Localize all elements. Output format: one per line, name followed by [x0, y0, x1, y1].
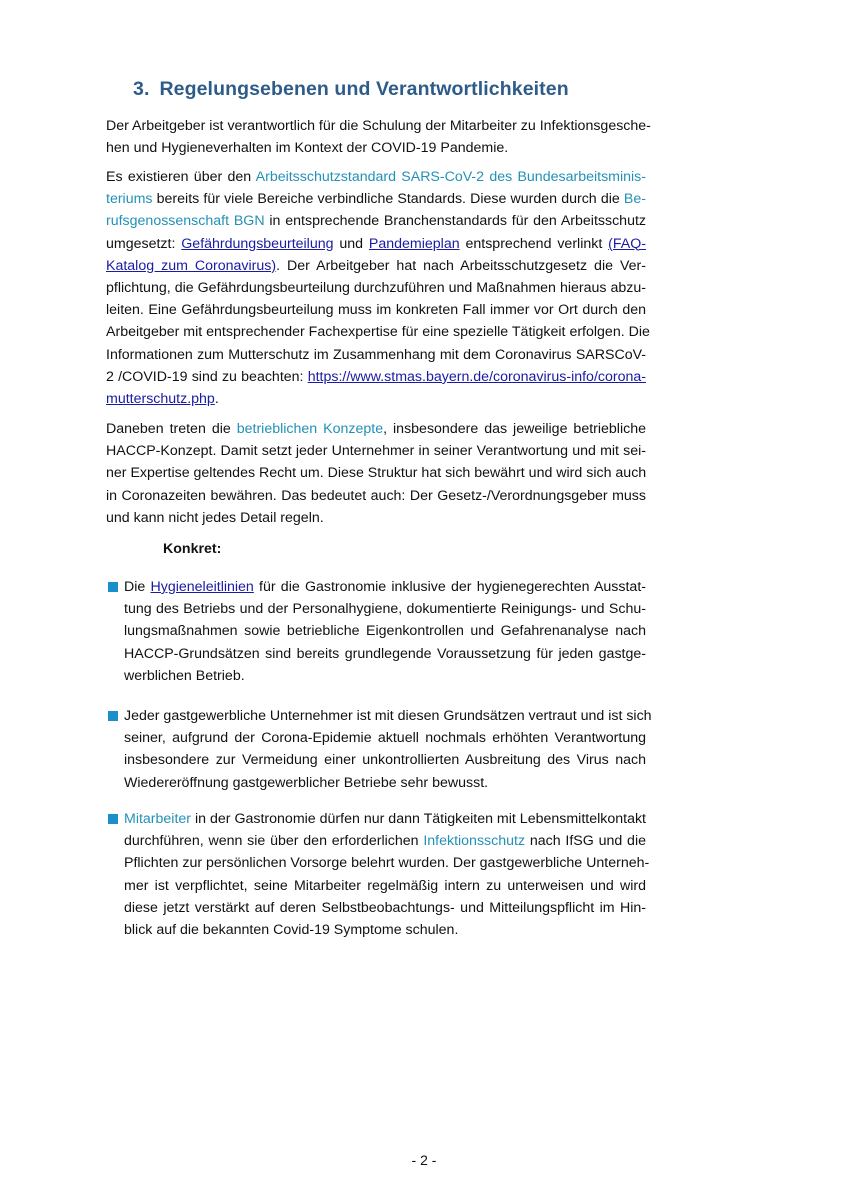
page-number: - 2 -: [411, 1152, 437, 1168]
text: . Der Arbeitgeber hat nach Arbeitsschutzgesetz die Ver-: [276, 257, 647, 274]
reference-bgn-cont[interactable]: rufsgenossenschaft BGN: [106, 213, 265, 230]
text: 2 /COVID-19 sind zu beachten:: [106, 368, 308, 385]
text: bereits für viele Bereiche verbindliche Standards. Diese wurden durch die: [152, 191, 624, 208]
reference-betriebliche-konzepte[interactable]: betrieblichen Konzepte: [236, 421, 384, 437]
reference-arbeitsschutzstandard[interactable]: Arbeitsschutzstandard SARS-CoV-2 des Bundesarbeitsminis-: [255, 169, 646, 185]
text-line: tung des Betriebs und der Personalhygiene, dokumentierte Reinigungs- und Schu-: [124, 601, 646, 618]
reference-mitarbeiter[interactable]: Mitarbeiter: [124, 811, 192, 827]
text: Die: [124, 579, 151, 595]
text: für die Gastronomie inklusive der hygienegerechten Ausstat-: [253, 579, 646, 595]
konkret-label: Konkret:: [163, 541, 222, 557]
square-bullet-icon: [108, 711, 118, 721]
text: durchführen, wenn sie über den erforderlichen: [124, 833, 424, 850]
text-line: hen und Hygieneverhalten im Kontext der COVID-19 Pandemie.: [106, 140, 509, 157]
paragraph-intro: [106, 115, 651, 159]
bullet-item-mitarbeiter: [106, 808, 650, 941]
link-faq-katalog[interactable]: (FAQ-: [608, 235, 646, 252]
square-bullet-icon: [108, 582, 118, 592]
text-line: werblichen Betrieb.: [124, 667, 245, 684]
link-gefaehrdungsbeurteilung[interactable]: Gefährdungsbeurteilung: [181, 235, 334, 252]
section-title: Regelungsebenen und Verantwortlichkeiten: [159, 78, 569, 100]
text: Daneben treten die: [106, 421, 237, 437]
text-line: mer ist verpflichtet, seine Mitarbeiter regelmäßig intern zu unterweisen und wird: [124, 877, 646, 894]
link-faq-katalog-cont[interactable]: Katalog zum Coronavirus): [106, 257, 277, 274]
link-pandemieplan[interactable]: Pandemieplan: [368, 235, 460, 252]
text: .: [214, 391, 219, 408]
text-line: diese jetzt verstärkt auf deren Selbstbeobachtungs- und Mitteilungspflicht im Hin-: [124, 899, 646, 916]
text-line: in Coronazeiten bewähren. Das bedeutet auch: Der Gesetz-/Verordnungsgeber muss: [106, 487, 646, 504]
link-mutterschutz-url-cont[interactable]: mutterschutz.php: [106, 391, 215, 408]
square-bullet-icon: [108, 814, 118, 824]
text-line: insbesondere zur Vermeidung einer unkontrollierten Ausbreitung des Virus nach: [124, 752, 646, 769]
text-line: Arbeitgeber mit entsprechender Fachexpertise für eine spezielle Tätigkeit erfolgen. Die: [106, 324, 650, 341]
link-hygieneleitlinien[interactable]: Hygieneleitlinien: [150, 579, 254, 595]
section-number: 3.: [133, 78, 150, 100]
text-line: HACCP-Grundsätzen sind bereits grundlegende Voraussetzung für jeden gastge-: [124, 645, 646, 662]
text: in entsprechende Branchenstandards für den Arbeitsschutz: [264, 213, 646, 230]
text-line: Jeder gastgewerbliche Unternehmer ist mit diesen Grundsätzen vertraut und ist sich: [124, 708, 652, 724]
text: umgesetzt:: [106, 235, 182, 252]
text: in der Gastronomie dürfen nur dann Tätigkeiten mit Lebensmittelkontakt: [191, 811, 646, 827]
text-line: HACCP-Konzept. Damit setzt jeder Unternehmer in seiner Verantwortung und mit sei-: [106, 443, 646, 460]
text-line: blick auf die bekannten Covid-19 Symptome schulen.: [124, 922, 459, 939]
reference-infektionsschutz[interactable]: Infektionsschutz: [423, 833, 526, 850]
text: und: [333, 235, 369, 252]
text-line: leiten. Eine Gefährdungsbeurteilung muss im konkreten Fall immer vor Ort durch den: [106, 302, 646, 319]
link-mutterschutz-url[interactable]: https://www.stmas.bayern.de/coronavirus-info/corona-: [307, 368, 646, 385]
text-line: ner Expertise geltendes Recht um. Diese Struktur hat sich bewährt und wird sich auch: [106, 465, 647, 482]
bullet-item-unternehmer: [106, 705, 652, 794]
text: entsprechend verlinkt: [459, 235, 609, 252]
reference-bgn[interactable]: Be-: [623, 191, 646, 208]
text-line: Wiedereröffnung gastgewerblicher Betriebe sehr bewusst.: [124, 774, 489, 791]
paragraph-standards: [106, 166, 650, 410]
text: Es existieren über den: [106, 169, 256, 185]
text-line: und kann nicht jedes Detail regeln.: [106, 509, 324, 526]
text-line: pflichtung, die Gefährdungsbeurteilung durchzuführen und Maßnahmen hieraus abzu-: [106, 280, 646, 297]
text-line: lungsmaßnahmen sowie betriebliche Eigenkontrollen und Gefahrenanalyse nach: [124, 623, 646, 640]
text-line: Informationen zum Mutterschutz im Zusammenhang mit dem Coronavirus SARSCoV-: [106, 346, 646, 363]
reference-arbeitsschutzstandard-cont[interactable]: teriums: [106, 191, 153, 208]
text: nach IfSG und die: [525, 833, 646, 850]
section-heading: [133, 78, 569, 101]
text-line: seiner, aufgrund der Corona-Epidemie aktuell nochmals erhöhten Verantwortung: [124, 730, 646, 747]
paragraph-konzepte: [106, 418, 646, 529]
bullet-item-hygieneleitlinien: [106, 576, 646, 687]
text-line: Pflichten zur persönlichen Vorsorge belehrt wurden. Der gastgewerbliche Unterneh-: [124, 855, 650, 872]
text-line: Der Arbeitgeber ist verantwortlich für die Schulung der Mitarbeiter zu Infektionsgesche-: [106, 118, 651, 134]
text: , insbesondere das jeweilige betriebliche: [383, 421, 646, 437]
